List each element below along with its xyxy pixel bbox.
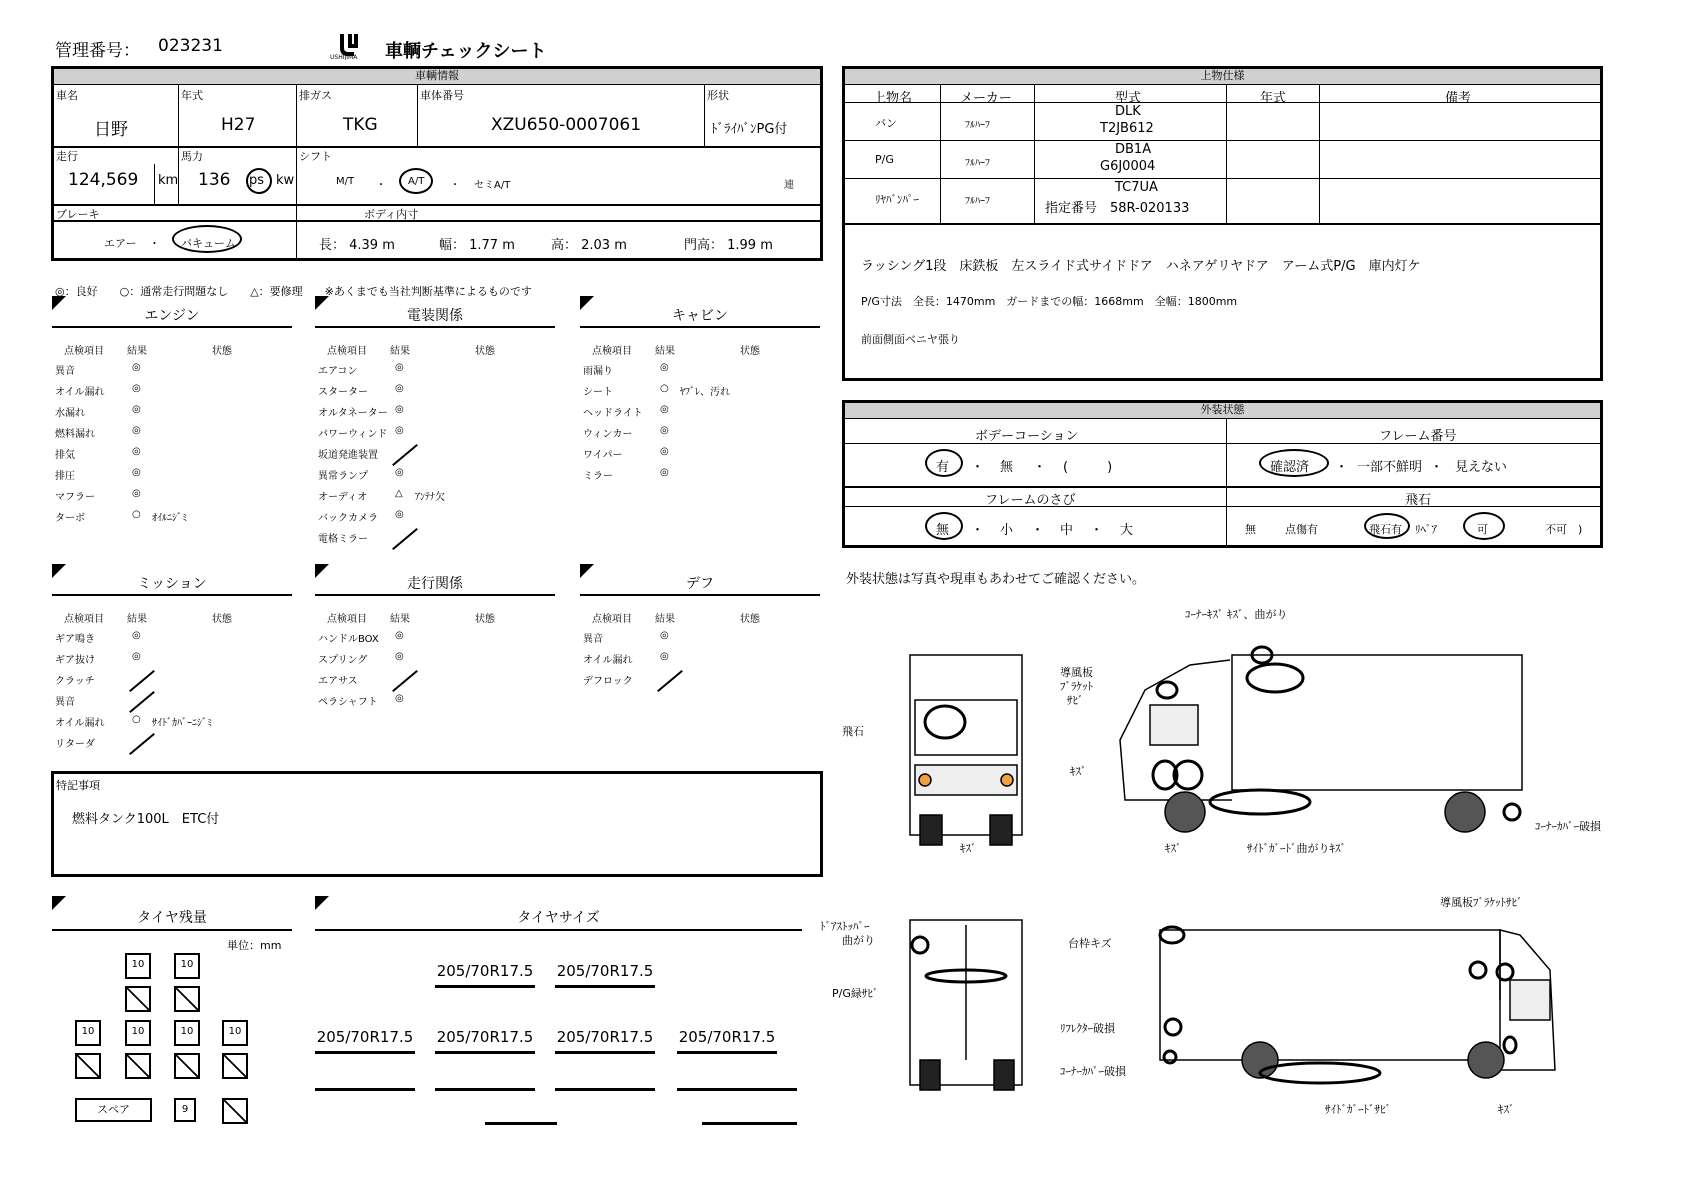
check-item: スプリング [318,655,368,666]
label-scratch-front: ｷｽﾞ [960,842,977,855]
check-state: ｱﾝﾃﾅ欠 [415,492,445,503]
frame-invisible: 見えない [1455,460,1508,475]
tire-empty [174,1053,200,1079]
electric-title: 電装関係 [315,304,555,328]
check-item: 坂道発進装置 [318,450,378,461]
check-item: シート [583,387,613,398]
check-result: ◎ [660,467,669,478]
check-item: スターター [318,387,368,398]
check-result: ◎ [660,362,669,373]
upper-desc-2: P/G寸法 全長：1470mm ガードまでの幅：1668mm 全幅：1800mm [861,295,1238,308]
cabin-title: キャビン [580,304,820,328]
label-sideguard: ｻｲﾄﾞｶﾞｰﾄﾞ曲がりｷｽﾞ [1247,842,1346,855]
check-item: オーディオ [318,492,368,503]
air-brake: エアー [104,237,137,250]
check-result: ○ [660,383,669,394]
exterior-header: 外装状態 [845,403,1600,419]
check-item: オイル漏れ [583,655,633,666]
make-label: 車名 [56,89,78,102]
engine-title: エンジン [52,304,292,328]
semi-at-option: セミA/T [474,180,511,191]
upper-spec-header: 上物仕様 [845,69,1600,85]
tire-empty [125,986,151,1012]
brake-label: ブレーキ [56,208,100,221]
check-result: ◎ [395,383,404,394]
check-item: ターボ [55,513,85,524]
label-frame-scratch: 台枠キズ [1068,937,1112,950]
body-height: 高： 2.03 m [551,238,627,253]
ren-option: 連 [784,180,794,191]
frame-confirmed: 確認済 [1270,460,1310,475]
gate-height: 門高： 1.99 m [684,238,773,253]
repair-impossible: 不可 ) [1545,523,1583,536]
logo-text: USHIJIMA [330,54,358,60]
rust-large: 大 [1120,523,1134,538]
not-applicable-slash [392,670,418,692]
check-result: ◎ [132,467,141,478]
shape-value: ﾄﾞﾗｲﾊﾞﾝPG付 [711,122,788,137]
mission-title: ミッション [52,572,292,596]
tire-size-rl-out: 205/70R17.5 [315,1028,415,1054]
not-applicable-slash [392,528,418,550]
check-item: 異常ランプ [318,471,368,482]
check-item: ハンドルBOX [318,634,379,645]
damage-labels [820,607,1602,1116]
dot: ・ [376,180,386,191]
check-result: ◎ [132,651,141,662]
rust-small: 小 [1000,523,1014,538]
check-result: ◎ [395,651,404,662]
tire-rr-in: 10 [174,1020,200,1046]
year-value: H27 [221,115,256,135]
col-item: 点検項目 [327,614,367,625]
tire-rl-in: 10 [125,1020,151,1046]
stone-scratch: 点傷有 [1285,523,1318,536]
frame-rust-label: フレームのさび [985,493,1076,508]
label-corner-cover2: ｺｰﾅｰｶﾊﾞｰ破損 [1060,1065,1126,1078]
col-result: 結果 [127,614,147,625]
upper-maker: ﾌﾙﾊｰﾌ [965,196,990,207]
truck-damage-diagram [820,590,1640,1150]
repair-possible: 可 [1477,523,1488,536]
col-result: 結果 [390,614,410,625]
check-item: 雨漏り [583,366,613,377]
stone-present: 飛石有 [1369,523,1402,536]
stone-repair: ﾘﾍﾟｱ [1415,523,1437,536]
body-width: 幅： 1.77 m [439,238,515,253]
check-result: ◎ [660,651,669,662]
tire-empty [75,1053,101,1079]
check-result: ◎ [660,425,669,436]
check-result: △ [395,488,403,499]
col-note: 備考 [1445,91,1472,106]
check-item: ウィンカー [583,429,633,440]
col-state: 状態 [212,346,232,357]
label-sideguard-rust: ｻｲﾄﾞｶﾞｰﾄﾞｻﾋﾞ [1325,1103,1391,1116]
check-state: ｻｲﾄﾞｶﾊﾞｰﾆｼﾞﾐ [152,718,212,729]
upper-model-2: 指定番号 58R-020133 [1045,201,1190,216]
label-scratch-side2: ｷｽﾞ [1165,842,1182,855]
tire-size-rr-out: 205/70R17.5 [677,1028,777,1054]
check-result: ◎ [132,362,141,373]
label-reflector: ﾘﾌﾚｸﾀｰ破損 [1060,1022,1115,1035]
check-result: ◎ [660,404,669,415]
tire-unit: 単位：mm [227,939,282,952]
check-result: ○ [132,714,141,725]
km-unit: km [158,173,179,188]
col-item: 点検項目 [64,614,104,625]
col-state: 状態 [475,614,495,625]
col-maker: メーカー [960,91,1012,106]
vehicle-info-box [51,66,823,261]
tire-size-fl: 205/70R17.5 [435,962,535,988]
year-label: 年式 [181,89,203,102]
label-stone: 飛石 [842,725,864,738]
body-coat-label: ボデーコーション [975,429,1079,444]
tire-spare: 9 [174,1098,196,1122]
check-result: ◎ [395,693,404,704]
upper-model-2: G6J0004 [1100,159,1156,174]
spare-label: スペア [75,1098,152,1122]
frame-no-label: フレーム番号 [1379,429,1457,444]
check-item: ミラー [583,471,613,482]
emission-value: TKG [343,115,378,135]
upper-maker: ﾌﾙﾊｰﾌ [965,158,990,169]
upper-model-1: DB1A [1115,142,1152,157]
frame-partial: 一部不鮮明 [1357,460,1423,475]
check-result: ◎ [660,630,669,641]
kw-unit: kw [276,173,295,188]
stone-label: 飛石 [1405,493,1432,508]
label-pg-rust: P/G緑ｻﾋﾞ [832,987,879,1000]
check-result: ◎ [132,446,141,457]
dot: ・ [149,237,160,250]
check-item: 燃料漏れ [55,429,95,440]
col-state: 状態 [212,614,232,625]
label-bracket: ﾌﾞﾗｹｯﾄ [1060,680,1093,693]
coat-no: 無 [1000,460,1014,475]
check-result: ◎ [132,383,141,394]
not-applicable-slash [129,691,155,713]
hp-value: 136 [198,170,231,190]
upper-model-2: T2JB612 [1100,121,1154,136]
tire-size-fr: 205/70R17.5 [555,962,655,988]
mt-option: M/T [336,176,355,187]
label-bent: 曲がり [842,934,875,947]
check-result: ◎ [395,425,404,436]
coat-yes: 有 [936,460,950,475]
make-value: 日野 [94,120,128,140]
upper-desc-3: 前面側面ベニヤ張り [861,333,960,346]
col-item: 点検項目 [592,614,632,625]
col-result: 結果 [655,346,675,357]
upper-maker: ﾌﾙﾊｰﾌ [965,120,990,131]
check-item: デフロック [583,676,633,687]
shape-label: 形状 [707,89,729,102]
vacuum-brake: バキューム [181,237,236,250]
check-item: パワーウィンド [318,429,388,440]
body-inner-label: ボディ内寸 [364,208,419,221]
col-result: 結果 [390,346,410,357]
check-item: ペラシャフト [318,697,378,708]
col-item: 点検項目 [327,346,367,357]
upper-desc-1: ラッシング1段 床鉄板 左スライド式サイドドア ハネアゲリヤドア アーム式P/G 庫内灯ケ [861,259,1421,274]
chassis-value: XZU650-0007061 [491,115,642,135]
page-title: 車輌チェックシート [385,41,547,62]
check-result: ○ [132,509,141,520]
label-scratch-side: ｷｽﾞ [1070,765,1087,778]
check-item: ギア抜け [55,655,95,666]
check-item: 異音 [55,366,75,377]
at-option: A/T [408,176,425,187]
check-state: ﾔﾌﾞﾚ、汚れ [680,387,730,398]
check-item: マフラー [55,492,95,503]
check-item: 排気 [55,450,75,461]
label-scratch-cab: ｷｽﾞ [1498,1103,1515,1116]
label-deflector-rust: 導風板ﾌﾞﾗｹｯﾄｻﾋﾞ [1440,896,1523,909]
coat-other: ( ) [1063,460,1113,475]
check-item: 排圧 [55,471,75,482]
label-rust: ｻﾋﾞ [1067,694,1084,707]
tire-fl: 10 [125,953,151,979]
dot: ・ [450,180,460,191]
vehicle-info-header: 車輌情報 [54,69,820,85]
col-result: 結果 [127,346,147,357]
col-state: 状態 [740,346,760,357]
tire-rl-out: 10 [75,1020,101,1046]
check-item: 異音 [55,697,75,708]
check-result: ◎ [660,446,669,457]
tire-rr-out: 10 [222,1020,248,1046]
check-item: ヘッドライト [583,408,643,419]
col-result: 結果 [655,614,675,625]
col-state: 状態 [475,346,495,357]
chassis-label: 車体番号 [420,89,464,102]
label-deflector: 導風板 [1060,666,1093,679]
label-corner-scratch: ｺｰﾅｰｷｽﾞ ｷｽﾞ、曲がり [1185,608,1288,621]
legend: ◎：良好 ○：通常走行問題なし △：要修理 ※あくまでも当社判断基準によるものです [55,285,532,298]
check-result: ◎ [132,630,141,641]
check-item: ギア鳴き [55,634,95,645]
hp-label: 馬力 [181,150,203,163]
col-item: 点検項目 [592,346,632,357]
check-result: ◎ [395,467,404,478]
check-result: ◎ [132,488,141,499]
emission-label: 排ガス [299,89,332,102]
mileage-value: 124,569 [68,170,139,190]
check-item: エアコン [318,366,358,377]
tire-empty [222,1053,248,1079]
col-year: 年式 [1260,91,1287,106]
check-item: 電格ミラー [318,534,368,545]
upper-item: ﾘﾔﾊﾞﾝﾊﾟｰ [875,193,919,206]
tire-empty [174,986,200,1012]
body-length: 長： 4.39 m [319,238,395,253]
col-state: 状態 [740,614,760,625]
check-item: 異音 [583,634,603,645]
not-applicable-slash [657,670,683,692]
check-item: オイル漏れ [55,718,105,729]
check-item: エアサス [318,676,358,687]
col-model: 型式 [1115,91,1142,106]
mgmt-label: 管理番号： [55,41,140,61]
check-result: ◎ [395,404,404,415]
tire-remaining-title: タイヤ残量 [52,905,292,931]
upper-item: P/G [875,153,894,166]
check-item: ワイパー [583,450,623,461]
col-item: 上物名 [873,91,913,106]
label-corner-cover: ｺｰﾅｰｶﾊﾞｰ破損 [1535,820,1601,833]
not-applicable-slash [392,444,418,466]
exterior-note: 外装状態は写真や現車もあわせてご確認ください。 [846,572,1146,587]
tire-size-rr-in: 205/70R17.5 [555,1028,655,1054]
tire-size-rl-in: 205/70R17.5 [435,1028,535,1054]
upper-item: バン [875,117,897,130]
shift-label: シフト [299,150,332,163]
check-state: ｵｲﾙﾆｼﾞﾐ [152,513,187,524]
tire-empty [222,1098,248,1124]
tire-empty [125,1053,151,1079]
col-item: 点検項目 [64,346,104,357]
not-applicable-slash [129,670,155,692]
check-result: ◎ [132,425,141,436]
check-item: 水漏れ [55,408,85,419]
check-result: ◎ [395,630,404,641]
check-item: クラッチ [55,676,95,687]
diff-title: デフ [580,572,820,596]
ps-unit: ps [249,173,265,188]
check-item: オイル漏れ [55,387,105,398]
check-item: オルタネーター [318,408,388,419]
rust-none: 無 [936,523,950,538]
upper-spec-box [842,66,1603,381]
label-door-stopper: ﾄﾞｱｽﾄｯﾊﾟｰ [820,920,870,933]
ushijima-logo-icon [330,32,376,60]
tire-fr: 10 [174,953,200,979]
not-applicable-slash [129,733,155,755]
mgmt-number: 023231 [158,36,223,56]
check-result: ◎ [395,509,404,520]
upper-model-1: DLK [1115,104,1141,119]
upper-model-1: TC7UA [1115,180,1158,195]
check-result: ◎ [132,404,141,415]
exterior-box: 外装状態 ボデーコーション フレーム番号 有 ・ 無 ・ ( ) 確認済 ・ 一部不鮮明 ・ 見えない フレームのさび 飛石 無 ・ 小 ・ 中 ・ 大 無 点傷有 飛石有 ﾘﾍﾟｱ 可 不可 ) [842,400,1603,548]
check-item: リターダ [55,739,95,750]
notes-label: 特記事項 [56,779,100,792]
check-result: ◎ [395,362,404,373]
rust-mid: 中 [1060,523,1074,538]
notes-text: 燃料タンク100L ETC付 [72,812,220,827]
mileage-label: 走行 [56,150,78,163]
notes-box [51,771,823,877]
tire-size-title: タイヤサイズ [315,905,802,931]
stone-none: 無 [1245,523,1256,536]
check-item: バックカメラ [318,513,378,524]
drive-title: 走行関係 [315,572,555,596]
